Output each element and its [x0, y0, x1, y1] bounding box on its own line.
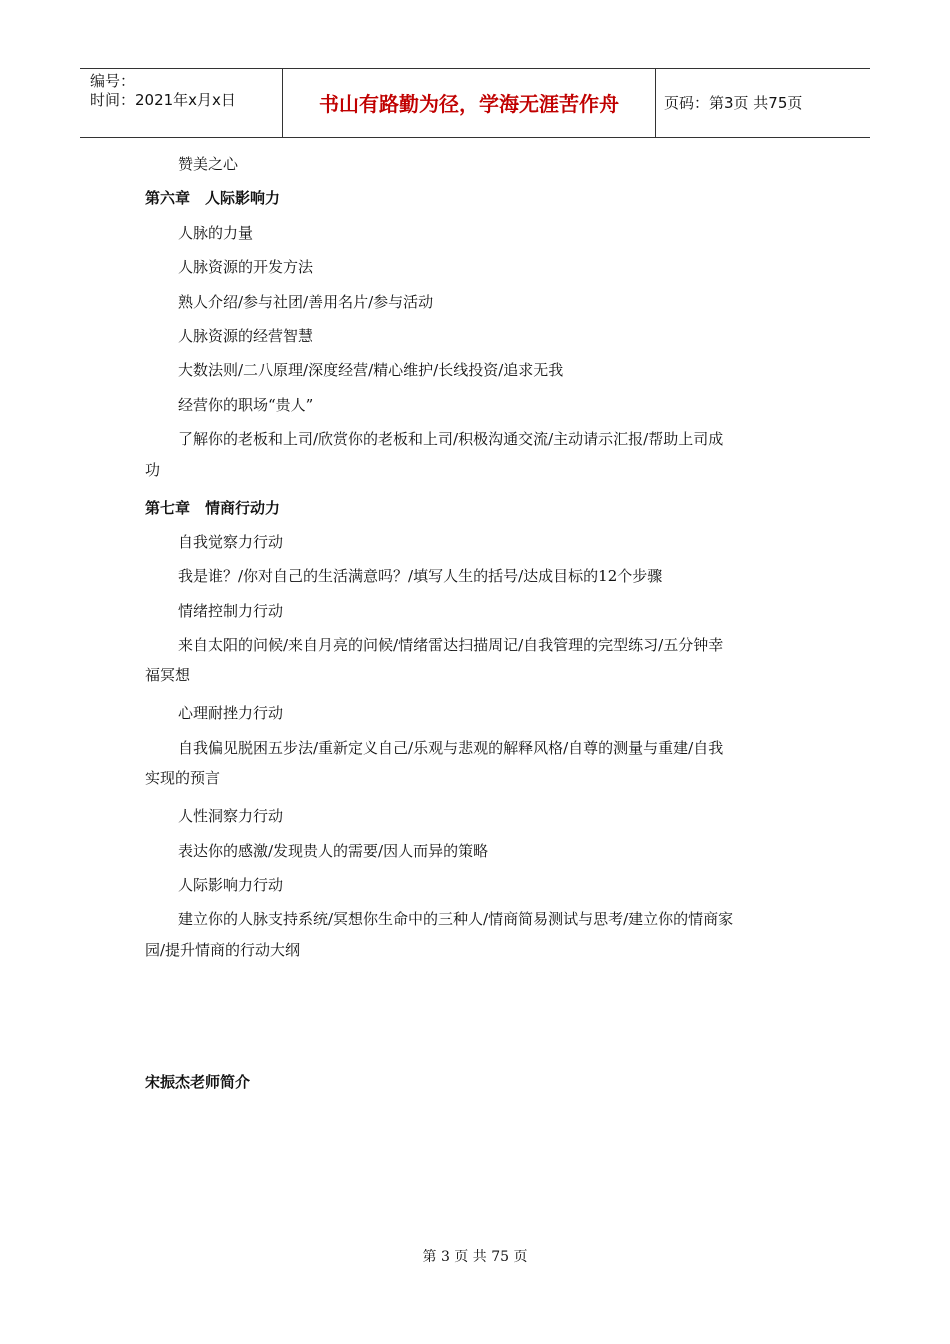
outline-item-continued: 功	[145, 460, 161, 479]
outline-item: 表达你的感激/发现贵人的需要/因人而异的策略	[178, 841, 489, 860]
outline-item: 人脉的力量	[178, 223, 254, 242]
outline-item: 赞美之心	[178, 155, 239, 173]
outline-item-continued: 福冥想	[145, 666, 191, 685]
outline-item: 人性洞察力行动	[178, 807, 284, 826]
document-body	[145, 154, 825, 978]
document-number: 编号：	[90, 72, 136, 90]
outline-item: 建立你的人脉支持系统/冥想你生命中的三种人/情商简易测试与思考/建立你的情商家	[178, 910, 734, 929]
outline-item: 人际影响力行动	[178, 876, 284, 895]
outline-item: 来自太阳的问候/来自月亮的问候/情绪雷达扫描周记/自我管理的完型练习/五分钟幸	[178, 636, 724, 655]
header-table	[80, 68, 870, 138]
outline-item: 经营你的职场“贵人”	[178, 395, 314, 414]
outline-item: 我是谁？/你对自己的生活满意吗？/填写人生的括号/达成目标的12个步骤	[178, 567, 663, 586]
bio-heading: 宋振杰老师简介	[145, 1073, 251, 1091]
outline-item: 自我觉察力行动	[178, 532, 284, 551]
header-meta-cell	[80, 69, 283, 137]
outline-item: 人脉资源的开发方法	[178, 258, 314, 277]
outline-item: 人脉资源的经营智慧	[178, 326, 314, 345]
header-motto-cell	[283, 69, 656, 137]
header-page-cell	[656, 69, 870, 137]
outline-item: 心理耐挫力行动	[178, 704, 284, 723]
page-footer: 第 3 页 共 75 页	[422, 1249, 528, 1265]
chapter-heading: 第六章 人际影响力	[145, 189, 281, 208]
outline-item: 大数法则/二八原理/深度经营/精心维护/长线投资/追求无我	[178, 361, 564, 380]
outline-item: 熟人介绍/参与社团/善用名片/参与活动	[178, 292, 434, 311]
outline-item-continued: 园/提升情商的行动大纲	[145, 940, 301, 959]
outline-item: 情绪控制力行动	[178, 601, 284, 620]
document-date: 时间：2021年x月x日	[90, 91, 236, 109]
motto: 书山有路勤为径，学海无涯苦作舟	[319, 92, 619, 116]
chapter-heading: 第七章 情商行动力	[145, 498, 281, 517]
outline-item: 了解你的老板和上司/欣赏你的老板和上司/积极沟通交流/主动请示汇报/帮助上司成	[178, 430, 724, 449]
outline-item-continued: 实现的预言	[145, 769, 221, 788]
header-page-number: 页码：第3页 共75页	[664, 94, 803, 112]
outline-item: 自我偏见脱困五步法/重新定义自己/乐观与悲观的解释风格/自尊的测量与重建/自我	[178, 738, 724, 757]
